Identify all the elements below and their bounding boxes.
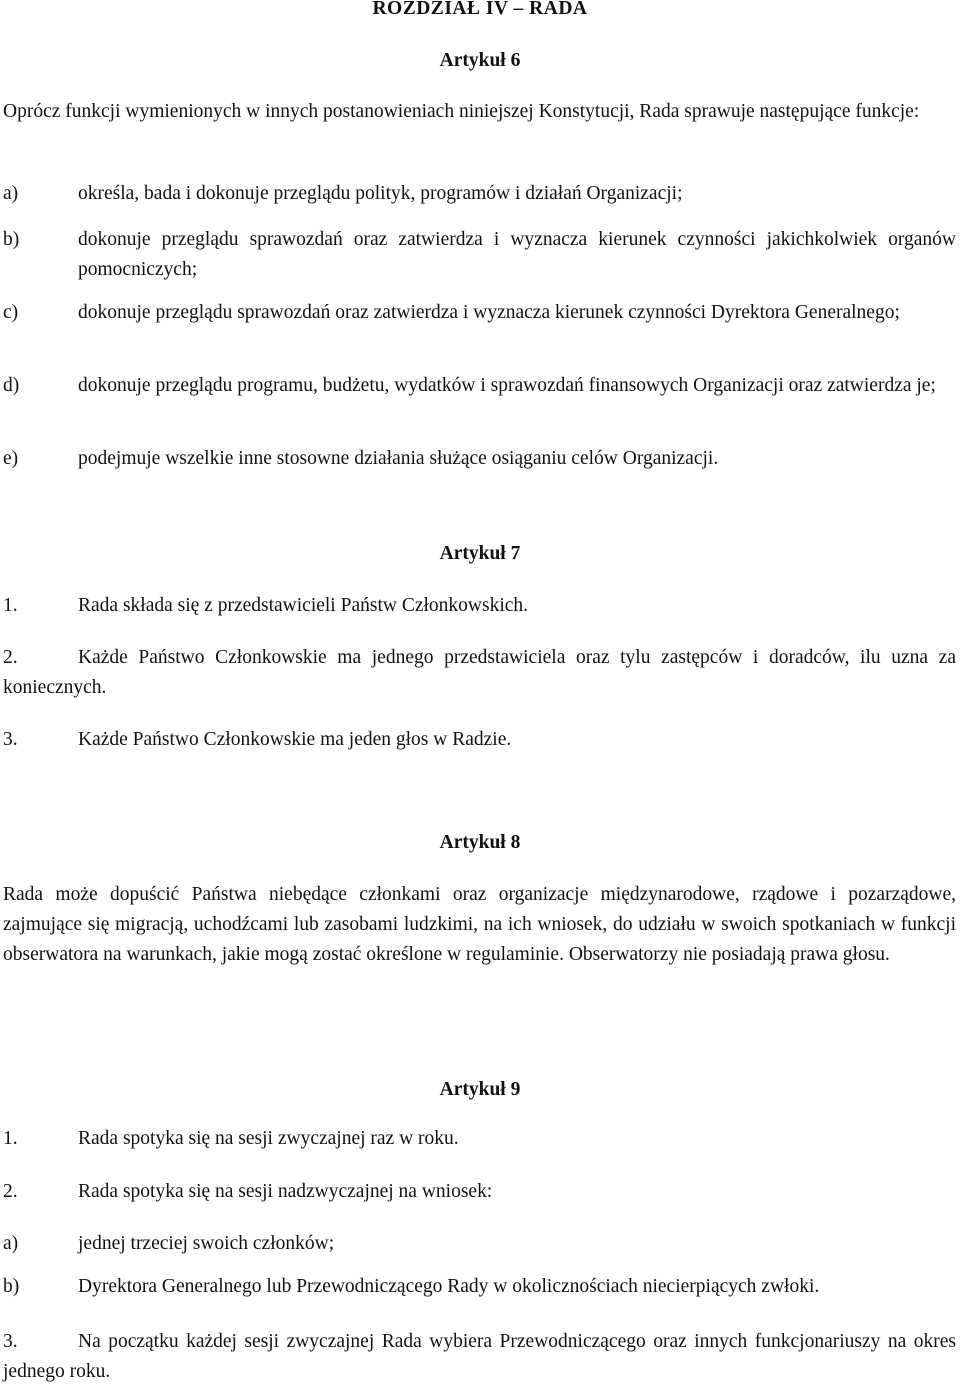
item-text: podejmuje wszelkie inne stosowne działania służące osiąganiu celów Organizacji. bbox=[78, 448, 719, 469]
article-6-heading: Artykuł 6 bbox=[439, 50, 521, 71]
point-number: 1. bbox=[3, 1128, 18, 1149]
point-text: Rada spotyka się na sesji zwyczajnej raz w roku. bbox=[78, 1128, 459, 1149]
point-text: Rada spotyka się na sesji nadzwyczajnej na wniosek: bbox=[78, 1181, 493, 1202]
article-7-point-2 bbox=[3, 643, 956, 703]
point-text: Każde Państwo Członkowskie ma jednego przedstawiciela oraz tylu zastępców i doradców, ilu uzna za koniecznych. bbox=[3, 647, 956, 698]
chapter-title: ROZDZIAŁ IV – RADA bbox=[372, 0, 588, 19]
item-text: dokonuje przeglądu programu, budżetu, wydatków i sprawozdań finansowych Organizacji oraz zatwierdza je; bbox=[78, 375, 936, 396]
item-label: a) bbox=[3, 183, 19, 204]
article-6-item-d bbox=[3, 371, 956, 401]
item-label: a) bbox=[3, 1233, 19, 1254]
point-number: 1. bbox=[3, 595, 18, 616]
article-8-heading: Artykuł 8 bbox=[439, 832, 521, 853]
item-text: dokonuje przeglądu sprawozdań oraz zatwierdza i wyznacza kierunek czynności Dyrektora Generalnego; bbox=[78, 302, 900, 323]
point-text: Każde Państwo Członkowskie ma jeden głos w Radzie. bbox=[78, 729, 512, 750]
article-9-sub-item-a bbox=[3, 1229, 956, 1259]
article-6-item-b bbox=[3, 225, 956, 285]
article-8-text: Rada może dopuścić Państwa niebędące członkami oraz organizacje międzynarodowe, rządowe i pozarządowe, zajmujące się migracją, uchodźcami lub zasobami ludzkimi, na ich wniosek, do udziału w swoich spotkaniach w funkcji obserwatora na warunkach, jakie mogą zostać określone w regulaminie. Obserwatorzy nie posiadają prawa głosu. bbox=[3, 884, 956, 965]
article-9-point-2 bbox=[3, 1177, 956, 1207]
point-number: 2. bbox=[3, 1181, 18, 1202]
article-9-point-1 bbox=[3, 1124, 956, 1154]
item-label: c) bbox=[3, 302, 19, 323]
point-text: Rada składa się z przedstawicieli Państw Członkowskich. bbox=[78, 595, 529, 616]
item-text: dokonuje przeglądu sprawozdań oraz zatwierdza i wyznacza kierunek czynności jakichkolwiek organów pomocniczych; bbox=[78, 229, 956, 280]
point-number: 2. bbox=[3, 647, 18, 668]
article-7-point-1 bbox=[3, 591, 956, 621]
item-text: jednej trzeciej swoich członków; bbox=[78, 1233, 335, 1254]
article-6-intro: Oprócz funkcji wymienionych w innych postanowieniach niniejszej Konstytucji, Rada sprawuje następujące funkcje: bbox=[3, 101, 920, 122]
point-text: Na początku każdej sesji zwyczajnej Rada wybiera Przewodniczącego oraz innych funkcjonariuszy na okres jednego roku. bbox=[3, 1331, 956, 1382]
article-9-point-3 bbox=[3, 1327, 956, 1387]
item-text: Dyrektora Generalnego lub Przewodniczącego Rady w okolicznościach niecierpiących zwłoki. bbox=[78, 1276, 820, 1297]
article-6-item-a bbox=[3, 179, 956, 209]
item-label: b) bbox=[3, 1276, 20, 1297]
item-label: b) bbox=[3, 229, 20, 250]
article-7-heading: Artykuł 7 bbox=[439, 543, 521, 564]
item-label: d) bbox=[3, 375, 20, 396]
point-number: 3. bbox=[3, 729, 18, 750]
item-label: e) bbox=[3, 448, 19, 469]
article-9-heading: Artykuł 9 bbox=[439, 1079, 521, 1100]
article-9-sub-item-b bbox=[3, 1272, 956, 1302]
point-number: 3. bbox=[3, 1331, 18, 1352]
article-6-item-e bbox=[3, 444, 956, 474]
article-6-item-c bbox=[3, 298, 956, 328]
article-7-point-3 bbox=[3, 725, 956, 755]
item-text: określa, bada i dokonuje przeglądu polityk, programów i działań Organizacji; bbox=[78, 183, 683, 204]
